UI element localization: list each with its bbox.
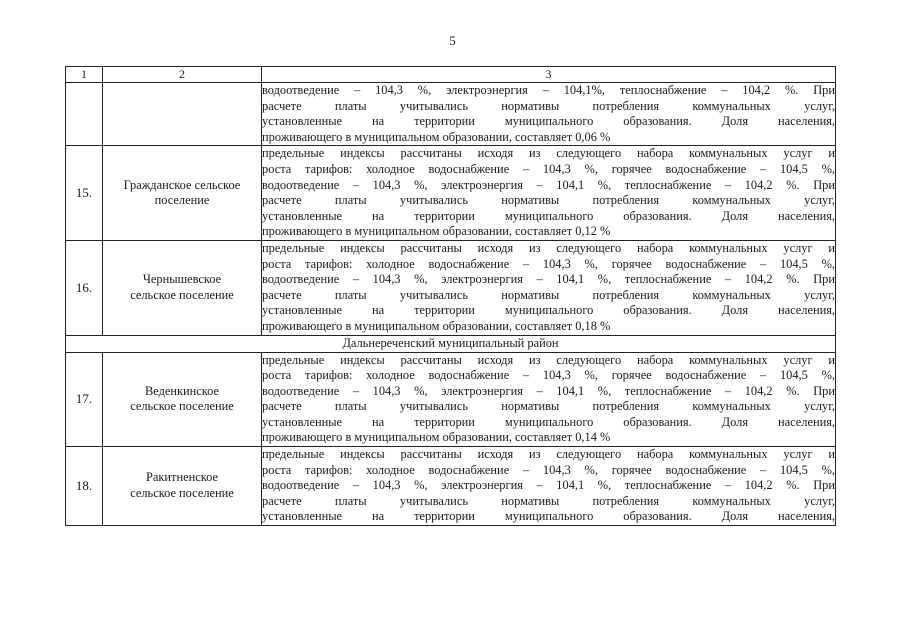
description-line: установленные на территории муниципального образования. Доля населения, (262, 509, 835, 524)
description-line: водоотведение – 104,3 %, электроэнергия – 104,1 %, теплоснабжение – 104,2 %. При (262, 383, 835, 398)
row-number: 16. (66, 240, 103, 335)
settlement-name-line: Чернышевское (142, 272, 222, 287)
tariff-table (65, 66, 836, 526)
description-line: установленные на территории муниципального образования. Доля населения, (262, 208, 835, 223)
description-line: проживающего в муниципальном образовании, составляет 0,12 % (262, 224, 611, 239)
table-row (66, 352, 836, 447)
table-row (66, 240, 836, 335)
description-line: расчете платы учитывались нормативы потребления коммунальных услуг, (262, 193, 835, 208)
row-description (262, 146, 836, 241)
description-line: расчете платы учитывались нормативы потребления коммунальных услуг, (262, 287, 835, 302)
settlement-name-line: сельское поселение (130, 399, 234, 414)
settlement-name (103, 447, 262, 526)
description-line: предельные индексы рассчитаны исходя из следующего набора коммунальных услуг и (262, 240, 835, 255)
region-heading: Дальнереченский муниципальный район (66, 335, 836, 352)
row-number: 17. (66, 352, 103, 447)
description-line: предельные индексы рассчитаны исходя из следующего набора коммунальных услуг и (262, 447, 835, 462)
region-row (66, 335, 836, 352)
description-line: проживающего в муниципальном образовании, составляет 0,06 % (262, 129, 611, 144)
settlement-name-cell (103, 83, 262, 146)
row-number: 15. (66, 146, 103, 241)
description-line: роста тарифов: холодное водоснабжение – 104,3 %, горячее водоснабжение – 104,5 %, (262, 161, 835, 176)
description-line: проживающего в муниципальном образовании, составляет 0,18 % (262, 318, 611, 333)
description-line: предельные индексы рассчитаны исходя из следующего набора коммунальных услуг и (262, 352, 835, 367)
row-number: 18. (66, 447, 103, 526)
settlement-name (103, 146, 262, 241)
header-col-1: 1 (66, 67, 103, 83)
header-col-3: 3 (262, 67, 836, 83)
description-line: водоотведение – 104,3 %, электроэнергия – 104,1%, теплоснабжение – 104,2 %. При (262, 83, 835, 97)
row-description (262, 352, 836, 447)
settlement-name-line: Веденкинское (144, 383, 220, 398)
table-row (66, 447, 836, 526)
description-line: установленные на территории муниципального образования. Доля населения, (262, 414, 835, 429)
settlement-name-line: сельское поселение (130, 287, 234, 302)
settlement-name-line: Ракитненское (146, 470, 218, 485)
table-row (66, 146, 836, 241)
continuation-row (66, 83, 836, 146)
row-description (262, 83, 836, 146)
description-line: водоотведение – 104,3 %, электроэнергия – 104,1 %, теплоснабжение – 104,2 %. При (262, 478, 835, 493)
description-line: расчете платы учитывались нормативы потребления коммунальных услуг, (262, 399, 835, 414)
table-header-row (66, 67, 836, 83)
description-line: водоотведение – 104,3 %, электроэнергия – 104,1 %, теплоснабжение – 104,2 %. При (262, 272, 835, 287)
settlement-name-line: поселение (154, 193, 210, 208)
description-line: роста тарифов: холодное водоснабжение – 104,3 %, горячее водоснабжение – 104,5 %, (262, 368, 835, 383)
description-line: предельные индексы рассчитаны исходя из следующего набора коммунальных услуг и (262, 146, 835, 161)
description-line: расчете платы учитывались нормативы потребления коммунальных услуг, (262, 493, 835, 508)
description-line: роста тарифов: холодное водоснабжение – 104,3 %, горячее водоснабжение – 104,5 %, (262, 256, 835, 271)
page-number: 5 (449, 33, 456, 48)
settlement-name-line: Гражданское сельское (123, 177, 241, 192)
settlement-name (103, 240, 262, 335)
description-line: установленные на территории муниципального образования. Доля населения, (262, 303, 835, 318)
description-line: проживающего в муниципальном образовании, составляет 0,14 % (262, 430, 611, 445)
description-line: водоотведение – 104,3 %, электроэнергия – 104,1 %, теплоснабжение – 104,2 %. При (262, 177, 835, 192)
row-description (262, 240, 836, 335)
header-col-2: 2 (103, 67, 262, 83)
row-description (262, 447, 836, 526)
settlement-name-line: сельское поселение (130, 486, 234, 501)
description-line: установленные на территории муниципального образования. Доля населения, (262, 114, 835, 129)
description-line: расчете платы учитывались нормативы потребления коммунальных услуг, (262, 98, 835, 113)
description-line: роста тарифов: холодное водоснабжение – 104,3 %, горячее водоснабжение – 104,5 %, (262, 462, 835, 477)
row-number-cell (66, 83, 103, 146)
settlement-name (103, 352, 262, 447)
